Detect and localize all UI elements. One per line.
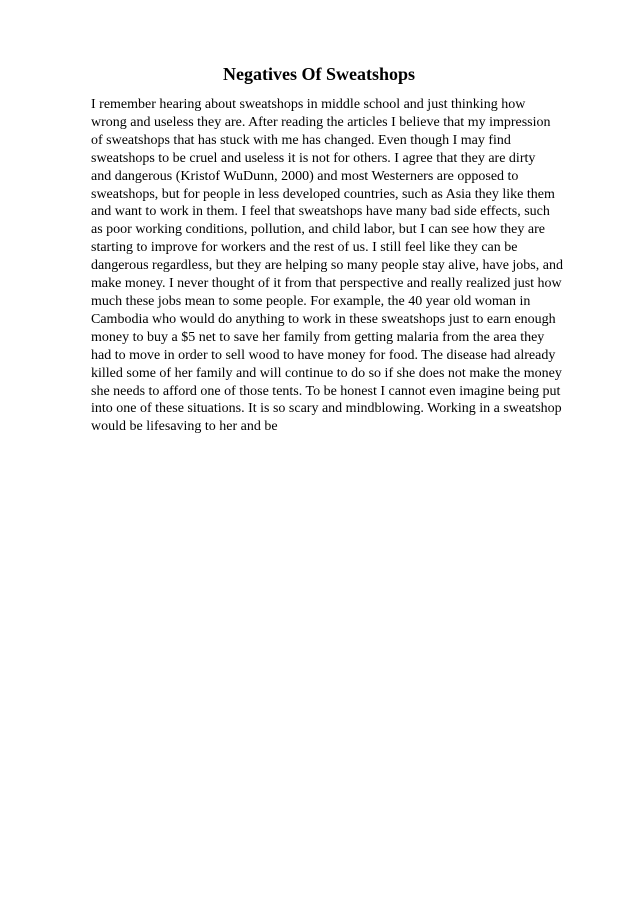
body-line: and want to work in them. I feel that sweatshops have many bad side effects, such	[91, 204, 550, 220]
body-line: sweatshops, but for people in less developed countries, such as Asia they like them	[91, 186, 555, 202]
body-line: as poor working conditions, pollution, and child labor, but I can see how they are	[91, 222, 545, 238]
body-line: into one of these situations. It is so scary and mindblowing. Working in a sweatshop	[91, 401, 562, 417]
body-line: she needs to afford one of those tents. To be honest I cannot even imagine being put	[91, 383, 561, 399]
document-title: Negatives Of Sweatshops	[223, 64, 415, 84]
body-line: killed some of her family and will continue to do so if she does not make the money	[91, 365, 562, 381]
body-line: make money. I never thought of it from that perspective and really realized just how	[91, 276, 562, 292]
body-line: money to buy a $5 net to save her family from getting malaria from the area they	[91, 329, 545, 345]
body-line: starting to improve for workers and the rest of us. I still feel like they can be	[91, 240, 518, 256]
body-line: dangerous regardless, but they are helping so many people stay alive, have jobs, and	[91, 258, 563, 274]
body-line: wrong and useless they are. After reading the articles I believe that my impression	[91, 114, 551, 130]
body-line: had to move in order to sell wood to have money for food. The disease had already	[91, 347, 556, 363]
document-body	[91, 96, 591, 436]
body-line: of sweatshops that has stuck with me has changed. Even though I may find	[91, 132, 511, 148]
body-line: Cambodia who would do anything to work in these sweatshops just to earn enough	[91, 311, 556, 327]
body-line: I remember hearing about sweatshops in middle school and just thinking how	[91, 97, 526, 112]
body-line: and dangerous (Kristof WuDunn, 2000) and most Westerners are opposed to	[91, 168, 519, 184]
body-line: much these jobs mean to some people. For example, the 40 year old woman in	[91, 293, 531, 309]
body-line: sweatshops to be cruel and useless it is not for others. I agree that they are dirty	[91, 150, 536, 166]
body-line: would be lifesaving to her and be	[91, 419, 278, 435]
